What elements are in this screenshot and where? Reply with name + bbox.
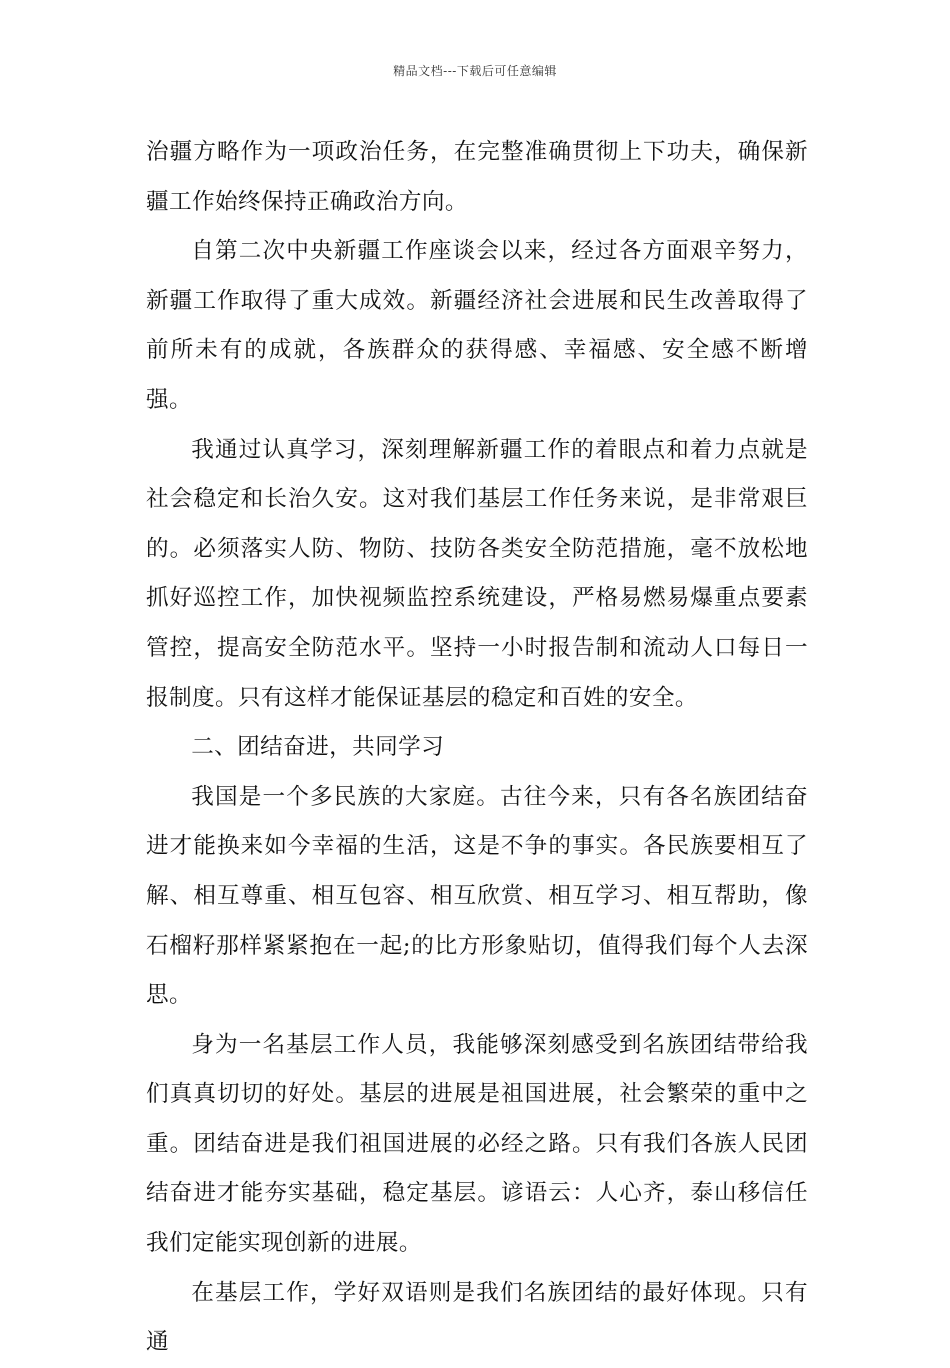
paragraph: 我通过认真学习，深刻理解新疆工作的着眼点和着力点就是社会稳定和长治久安。这对我们基层工作任务来说，是非常艰巨的。必须落实人防、物防、技防各类安全防范措施，毫不放松地抓好巡控工作，加快视频监控系统建设，严格易燃易爆重点要素管控，提高安全防范水平。坚持一小时报告制和流动人口每日一报制度。只有这样才能保证基层的稳定和百姓的安全。 — [146, 436, 808, 711]
paragraph: 自第二次中央新疆工作座谈会以来，经过各方面艰辛努力，新疆工作取得了重大成效。新疆经济社会进展和民生改善取得了前所未有的成就，各族群众的获得感、幸福感、安全感不断增强。 — [146, 238, 808, 413]
paragraph: 身为一名基层工作人员，我能够深刻感受到名族团结带给我们真真切切的好处。基层的进展是祖国进展，社会繁荣的重中之重。团结奋进是我们祖国进展的必经之路。只有我们各族人民团结奋进才能夯实基础，稳定基层。谚语云：人心齐，泰山移信任我们定能实现创新的进展。 — [146, 1031, 808, 1257]
page-header: 精品文档---下载后可任意编辑 — [393, 64, 557, 78]
paragraph: 治疆方略作为一项政治任务，在完整准确贯彻上下功夫，确保新疆工作始终保持正确政治方向。 — [146, 139, 808, 215]
paragraph: 在基层工作，学好双语则是我们名族团结的最好体现。只有通 — [146, 1279, 808, 1356]
section-heading: 二、团结奋进，共同学习 — [191, 734, 445, 761]
paragraph: 我国是一个多民族的大家庭。古往今来，只有各名族团结奋进才能换来如今幸福的生活，这是不争的事实。各民族要相互了解、相互尊重、相互包容、相互欣赏、相互学习、相互帮助，像石榴籽那样紧紧抱在一起;的比方形象贴切，值得我们每个人去深思。 — [146, 783, 808, 1009]
document-body — [146, 128, 808, 1368]
